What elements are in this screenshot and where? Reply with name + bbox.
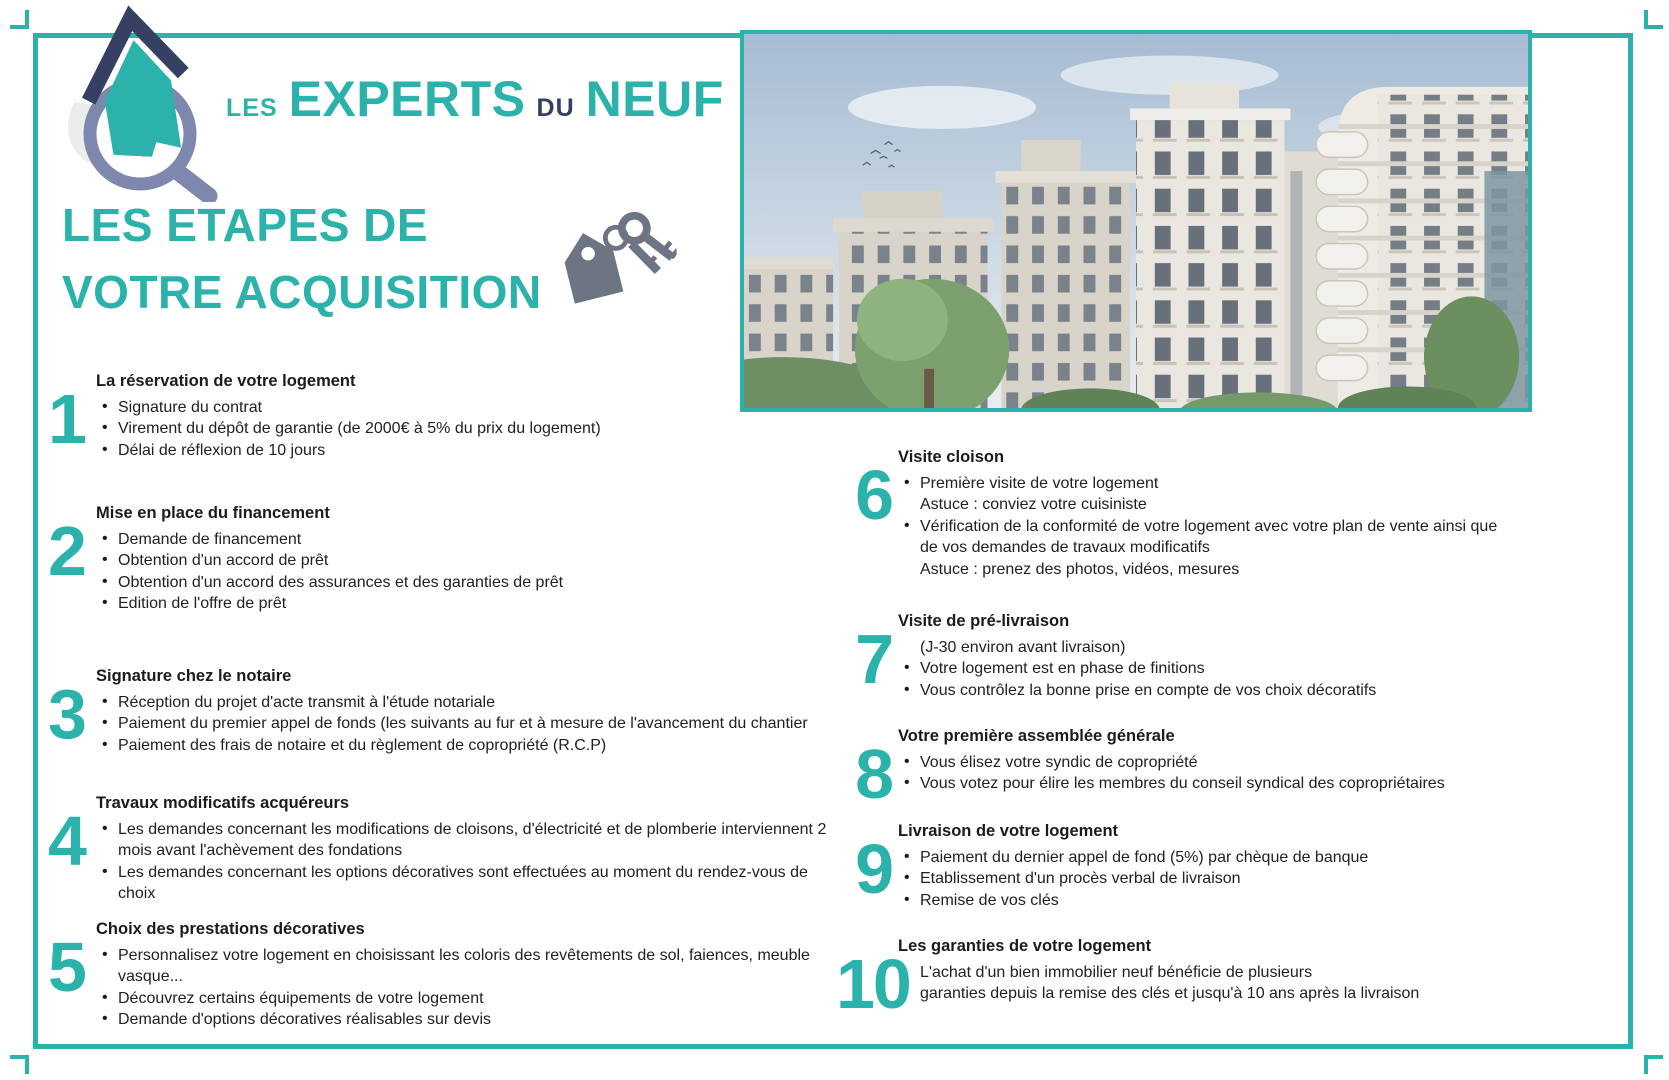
step-items xyxy=(96,397,841,461)
corner-mark xyxy=(10,1055,29,1074)
brand-word-neuf: NEUF xyxy=(585,71,724,127)
brand-word-les: LES xyxy=(226,94,278,122)
page-title xyxy=(62,192,542,325)
step-item: • Paiement des frais de notaire et du règlement de copropriété (R.C.P) xyxy=(96,735,841,756)
step-item: • Remise de vos clés xyxy=(898,890,1516,911)
step-item: • Etablissement d'un procès verbal de livraison xyxy=(898,868,1516,889)
step-item: Astuce : prenez des photos, vidéos, mesures xyxy=(920,560,1240,578)
corner-mark xyxy=(10,10,29,29)
step-item: (J-30 environ avant livraison) xyxy=(920,639,1126,656)
step-item: • Vous votez pour élire les membres du conseil syndical des copropriétaires xyxy=(898,773,1516,794)
step-number: 7 xyxy=(855,620,892,698)
step-items xyxy=(898,473,1516,580)
house-keys-icon xyxy=(549,206,681,314)
step-items xyxy=(96,945,841,1031)
step-item: • Obtention d'un accord de prêt xyxy=(96,550,841,571)
step-items xyxy=(96,819,841,905)
step xyxy=(836,822,1516,911)
page-title-line1: LES ETAPES DE xyxy=(62,199,429,251)
step-items xyxy=(898,847,1516,911)
step-item: Astuce : conviez votre cuisiniste xyxy=(920,496,1147,514)
step-item: • Paiement du dernier appel de fond (5%) par chèque de banque xyxy=(898,847,1516,868)
brand-wordmark xyxy=(226,70,724,128)
brand-word-du: DU xyxy=(536,94,575,122)
step xyxy=(836,937,1516,1023)
step xyxy=(48,920,841,1031)
step-items xyxy=(898,637,1516,701)
step-title: Travaux modificatifs acquéreurs xyxy=(96,794,350,812)
step-number: 6 xyxy=(855,456,892,534)
step-title: Votre première assemblée générale xyxy=(898,727,1175,745)
step-item: • Signature du contrat xyxy=(96,397,841,418)
step-title: Livraison de votre logement xyxy=(898,822,1119,840)
step xyxy=(48,667,841,756)
step-items xyxy=(96,529,841,615)
step-number: 1 xyxy=(48,380,85,458)
step-item: • Obtention d'un accord des assurances et des garanties de prêt xyxy=(96,572,841,593)
step-item: • Première visite de votre logement xyxy=(898,473,1516,494)
building-photo xyxy=(740,30,1532,412)
step-title: Mise en place du financement xyxy=(96,504,330,522)
step-item: garanties depuis la remise des clés et jusqu'à 10 ans après la livraison xyxy=(920,985,1420,1003)
corner-mark xyxy=(1644,1055,1663,1074)
step xyxy=(836,448,1516,580)
step-item: • Découvrez certains équipements de votre logement xyxy=(96,988,841,1009)
step-title: Visite de pré-livraison xyxy=(898,612,1070,630)
step-item: • Paiement du premier appel de fonds (les suivants au fur et à mesure de l'avancement du chantier xyxy=(96,713,841,734)
step-title: Visite cloison xyxy=(898,448,1005,466)
step-item: • Réception du projet d'acte transmit à l'étude notariale xyxy=(96,692,841,713)
page-title-line2: VOTRE ACQUISITION xyxy=(62,265,542,318)
step xyxy=(48,794,841,905)
house-magnifier-icon xyxy=(52,2,227,202)
step-title: Les garanties de votre logement xyxy=(898,937,1152,955)
step-item: • Edition de l'offre de prêt xyxy=(96,593,841,614)
step-item: • Vous élisez votre syndic de copropriété xyxy=(898,752,1516,773)
step-number: 4 xyxy=(48,802,85,880)
step-number: 9 xyxy=(855,830,892,908)
step-item: • Demande de financement xyxy=(96,529,841,550)
step xyxy=(48,504,841,615)
step-items xyxy=(898,752,1516,795)
step-item: • Vous contrôlez la bonne prise en compte de vos choix décoratifs xyxy=(898,680,1516,701)
step-number: 3 xyxy=(48,675,85,753)
step-item: • Personnalisez votre logement en choisissant les coloris des revêtements de sol, faiences, meuble vasque... xyxy=(96,945,841,988)
step-title: Signature chez le notaire xyxy=(96,667,292,685)
step-item: • Demande d'options décoratives réalisables sur devis xyxy=(96,1009,841,1030)
step-number: 8 xyxy=(855,735,892,813)
corner-mark xyxy=(1644,10,1663,29)
step-item: • Vérification de la conformité de votre logement avec votre plan de vente ainsi que de vos demandes de travaux modificatifs xyxy=(898,516,1516,559)
step-number: 2 xyxy=(48,512,85,590)
step-item: L'achat d'un bien immobilier neuf bénéficie de plusieurs xyxy=(920,964,1313,981)
building-render-graphic xyxy=(744,34,1528,408)
step-item: • Virement du dépôt de garantie (de 2000€ à 5% du prix du logement) xyxy=(96,418,841,439)
step-items xyxy=(898,962,1516,1005)
step xyxy=(836,727,1516,813)
step-item: • Les demandes concernant les options décoratives sont effectuées au moment du rendez-vous de choix xyxy=(96,862,841,905)
step-item: • Votre logement est en phase de finitions xyxy=(898,658,1516,679)
step-number: 5 xyxy=(48,928,85,1006)
step-item: • Les demandes concernant les modifications de cloisons, d'électricité et de plomberie interviennent 2 mois avant l'achèvement des fondations xyxy=(96,819,841,862)
step-number: 10 xyxy=(836,945,910,1023)
step-items xyxy=(96,692,841,756)
step-title: Choix des prestations décoratives xyxy=(96,920,365,938)
step xyxy=(48,372,841,461)
step xyxy=(836,612,1516,701)
step-title: La réservation de votre logement xyxy=(96,372,356,390)
brand-word-experts: EXPERTS xyxy=(288,71,526,127)
step-item: • Délai de réflexion de 10 jours xyxy=(96,440,841,461)
